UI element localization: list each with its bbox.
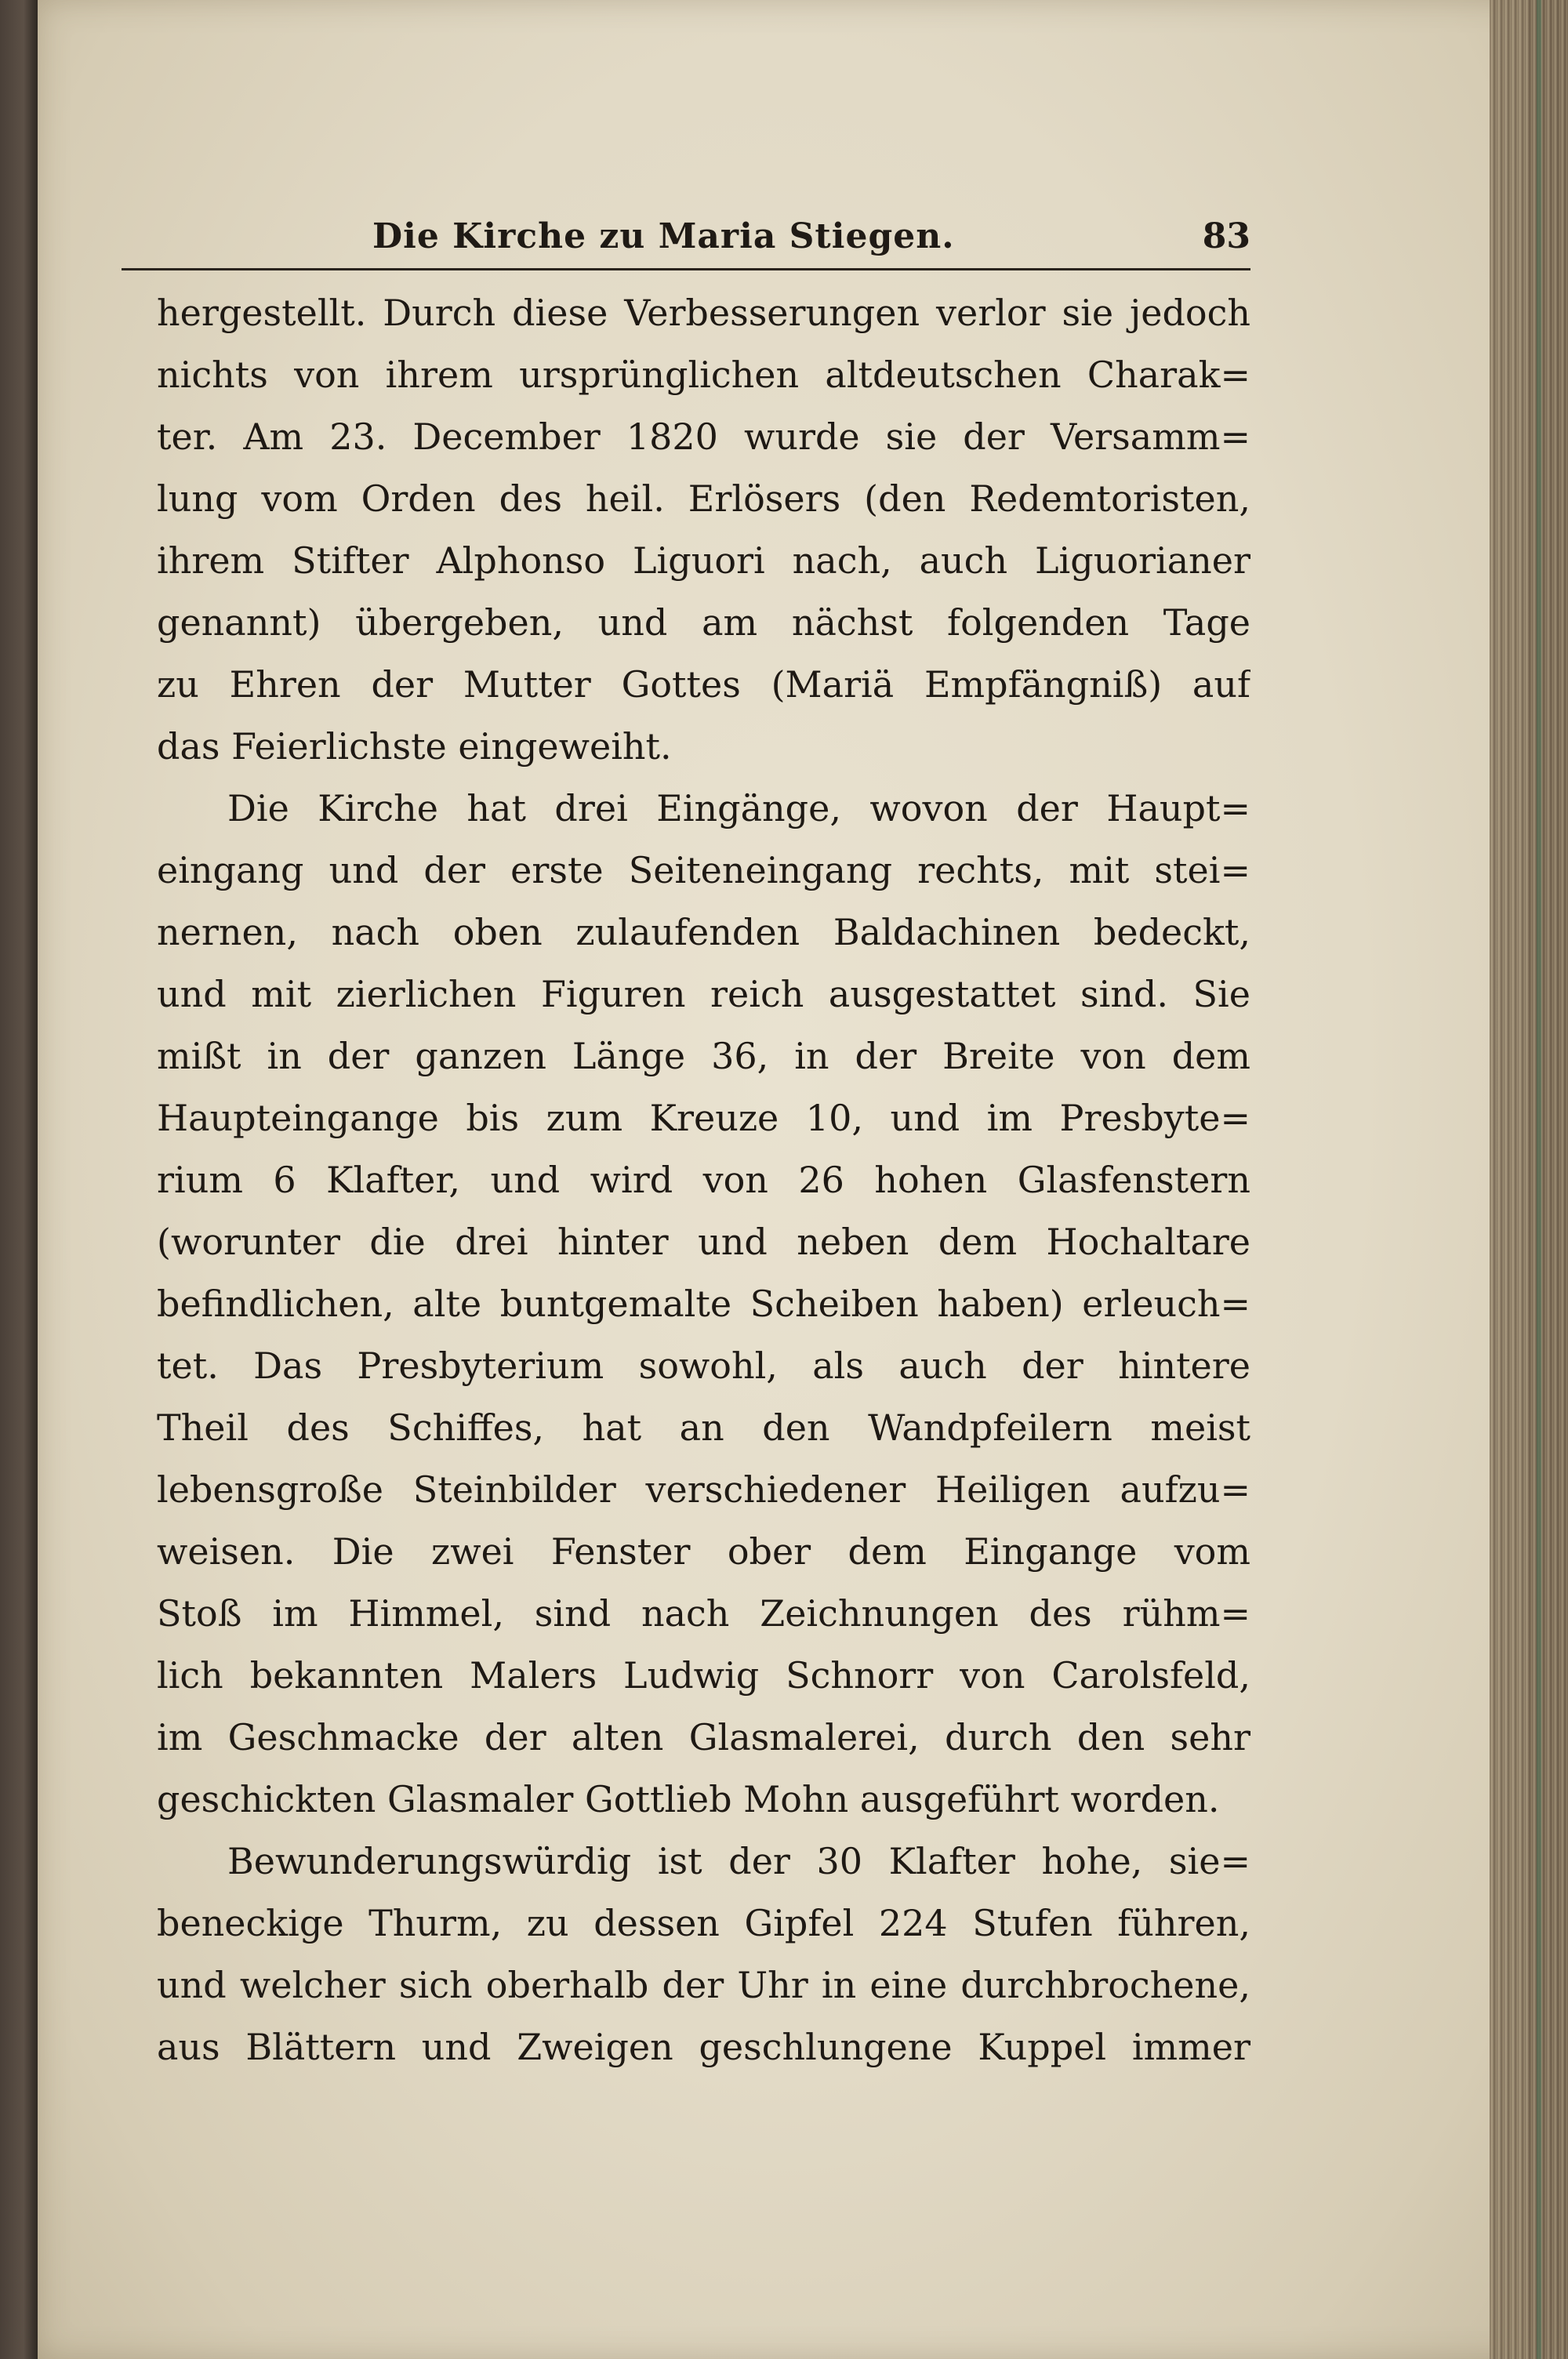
text-line: tet. Das Presbyterium sowohl, als auch der hintere: [157, 1345, 1250, 1387]
text-line: und welcher sich oberhalb der Uhr in eine durchbrochene,: [157, 1964, 1250, 2006]
text-line: weisen. Die zwei Fenster ober dem Eingange vom: [157, 1530, 1250, 1573]
running-header: [122, 212, 1250, 267]
text-line: geschickten Glasmaler Gottlieb Mohn ausgeführt worden.: [157, 1778, 1220, 1820]
text-line: mißt in der ganzen Länge 36, in der Breite von dem: [157, 1035, 1250, 1077]
text-line: zu Ehren der Mutter Gottes (Mariä Empfängniß) auf: [157, 663, 1250, 706]
text-line: nernen, nach oben zulaufenden Baldachinen bedeckt,: [157, 911, 1250, 953]
text-line: und mit zierlichen Figuren reich ausgestattet sind. Sie: [157, 973, 1250, 1015]
text-line: Stoß im Himmel, sind nach Zeichnungen des rühm=: [157, 1592, 1250, 1635]
header-rule: [122, 268, 1250, 270]
text-line: hergestellt. Durch diese Verbesserungen verlor sie jedoch: [157, 292, 1250, 334]
text-line: Bewunderungswürdig ist der 30 Klafter hohe, sie=: [227, 1840, 1250, 1882]
text-line: im Geschmacke der alten Glasmalerei, durch den sehr: [157, 1716, 1250, 1758]
body-text: [157, 282, 1250, 2078]
text-line: ihrem Stifter Alphonso Liguori nach, auch Liguorianer: [157, 539, 1250, 582]
text-line: lung vom Orden des heil. Erlösers (den Redemtoristen,: [157, 477, 1250, 520]
text-line: eingang und der erste Seiteneingang rechts, mit stei=: [157, 849, 1250, 891]
running-title: Die Kirche zu Maria Stiegen.: [372, 216, 955, 256]
text-line: Haupteingange bis zum Kreuze 10, und im Presbyte=: [157, 1097, 1250, 1139]
text-line: rium 6 Klafter, und wird von 26 hohen Glasfenstern: [157, 1159, 1250, 1201]
book-edge: [1490, 0, 1568, 2359]
text-line: lebensgroße Steinbilder verschiedener Heiligen aufzu=: [157, 1468, 1250, 1511]
text-line: befindlichen, alte buntgemalte Scheiben haben) erleuch=: [157, 1283, 1250, 1325]
text-line: lich bekannten Malers Ludwig Schnorr von Carolsfeld,: [157, 1654, 1250, 1697]
text-line: Die Kirche hat drei Eingänge, wovon der Haupt=: [227, 787, 1250, 829]
page-number: 83: [1202, 216, 1250, 256]
binding-edge: [1537, 0, 1541, 2359]
text-line: nichts von ihrem ursprünglichen altdeutschen Charak=: [157, 354, 1250, 396]
text-line: das Feierlichste eingeweiht.: [157, 725, 672, 768]
text-line: ter. Am 23. December 1820 wurde sie der Versamm=: [157, 416, 1250, 458]
text-line: genannt) übergeben, und am nächst folgenden Tage: [157, 601, 1250, 644]
text-line: beneckige Thurm, zu dessen Gipfel 224 Stufen führen,: [157, 1902, 1250, 1944]
text-line: aus Blättern und Zweigen geschlungene Kuppel immer: [157, 2026, 1250, 2068]
text-line: (worunter die drei hinter und neben dem Hochaltare: [157, 1221, 1250, 1263]
text-line: Theil des Schiffes, hat an den Wandpfeilern meist: [157, 1406, 1250, 1449]
